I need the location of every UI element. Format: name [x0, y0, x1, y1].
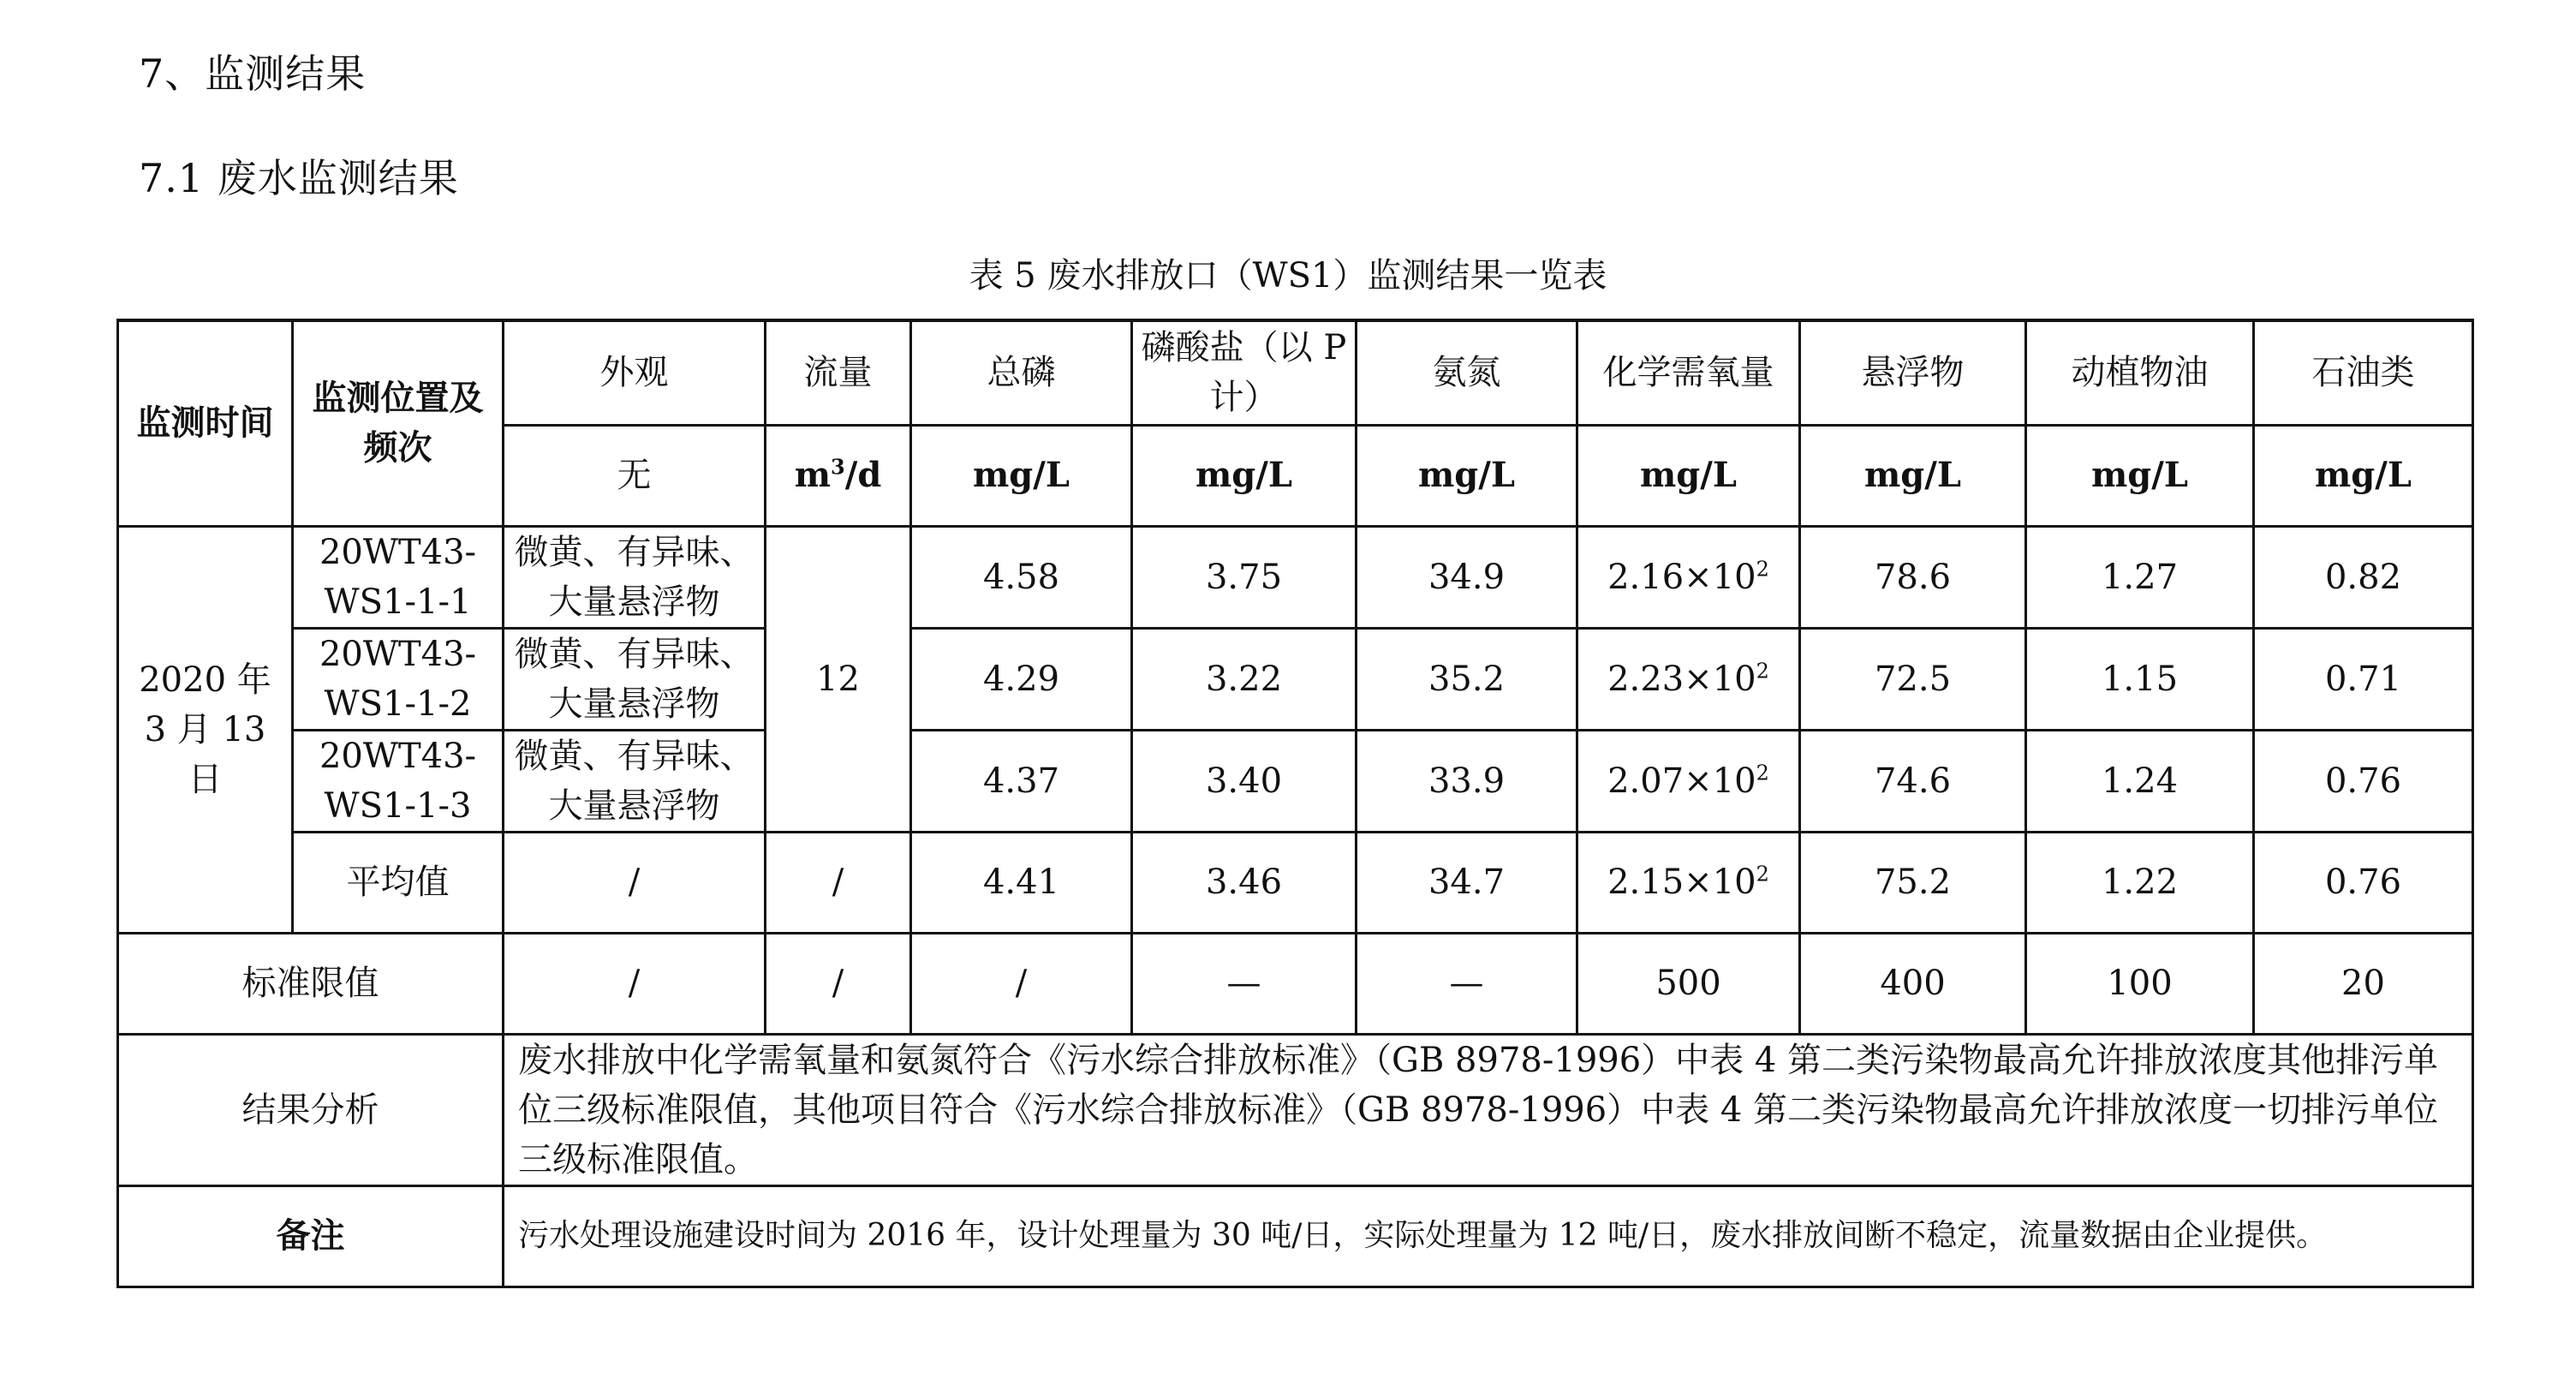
value-petroleum: 0.82 [2254, 526, 2473, 628]
sample-location: 20WT43-WS1-1-3 [293, 730, 504, 832]
average-cod: $2.15\times 10^2$ [1577, 832, 1800, 933]
unit-ss: mg/L [1800, 425, 2026, 526]
standard-appearance: / [504, 933, 766, 1034]
value-phosphate: 3.22 [1132, 628, 1357, 730]
standard-petroleum: 20 [2254, 933, 2473, 1034]
unit-phosphate: mg/L [1132, 425, 1357, 526]
header-total-p: 总磷 [911, 320, 1132, 425]
value-petroleum: 0.71 [2254, 628, 2473, 730]
standard-ss: 400 [1800, 933, 2026, 1034]
sample-appearance: 微黄、有异味、大量悬浮物 [504, 526, 766, 628]
sample-appearance: 微黄、有异味、大量悬浮物 [504, 628, 766, 730]
header-ammonia: 氨氮 [1357, 320, 1577, 425]
average-appearance: / [504, 832, 766, 933]
value-ammonia: 33.9 [1357, 730, 1577, 832]
value-total-p: 4.37 [911, 730, 1132, 832]
sample-location: 20WT43-WS1-1-1 [293, 526, 504, 628]
remark-text: 污水处理设施建设时间为 2016 年，设计处理量为 30 吨/日，实际处理量为 12 吨/日，废水排放间断不稳定，流量数据由企业提供。 [504, 1185, 2473, 1287]
standard-flow: / [766, 933, 911, 1034]
header-flow: 流量 [766, 320, 911, 425]
unit-appearance: 无 [504, 425, 766, 526]
standard-label: 标准限值 [118, 933, 504, 1034]
value-cod: $2.07\times 10^2$ [1577, 730, 1800, 832]
value-petroleum: 0.76 [2254, 730, 2473, 832]
value-ammonia: 34.9 [1357, 526, 1577, 628]
header-animal-oil: 动植物油 [2026, 320, 2254, 425]
analysis-text: 废水排放中化学需氧量和氨氮符合《污水综合排放标准》（GB 8978-1996）中表 4 第二类污染物最高允许排放浓度其他排污单位三级标准限值，其他项目符合《污水综合排放标准》（GB 8978-1996）中表 4 第二类污染物最高允许排放浓度一切排污单位三级标准限值。 [504, 1034, 2473, 1185]
unit-animal-oil: mg/L [2026, 425, 2254, 526]
sample-location: 20WT43-WS1-1-2 [293, 628, 504, 730]
unit-total-p: mg/L [911, 425, 1132, 526]
header-time: 监测时间 [118, 320, 293, 526]
header-location: 监测位置及频次 [293, 320, 504, 526]
average-petroleum: 0.76 [2254, 832, 2473, 933]
header-phosphate: 磷酸盐（以 P 计） [1132, 320, 1357, 425]
header-cod: 化学需氧量 [1577, 320, 1800, 425]
average-label: 平均值 [293, 832, 504, 933]
value-ss: 74.6 [1800, 730, 2026, 832]
analysis-row [118, 1034, 2473, 1185]
standard-phosphate: — [1132, 933, 1357, 1034]
average-phosphate: 3.46 [1132, 832, 1357, 933]
standard-ammonia: — [1357, 933, 1577, 1034]
value-ss: 78.6 [1800, 526, 2026, 628]
header-appearance: 外观 [504, 320, 766, 425]
value-total-p: 4.29 [911, 628, 1132, 730]
value-phosphate: 3.75 [1132, 526, 1357, 628]
table-row [118, 730, 2473, 832]
table-caption: 表 5 废水排放口（WS1）监测结果一览表 [969, 256, 1607, 296]
unit-petroleum: mg/L [2254, 425, 2473, 526]
subsection-heading: 7.1 废水监测结果 [139, 155, 459, 201]
value-ss: 72.5 [1800, 628, 2026, 730]
average-total-p: 4.41 [911, 832, 1132, 933]
header-ss: 悬浮物 [1800, 320, 2026, 425]
value-ammonia: 35.2 [1357, 628, 1577, 730]
table-row [118, 628, 2473, 730]
flow-value: 12 [766, 526, 911, 832]
value-cod: $2.23\times 10^2$ [1577, 628, 1800, 730]
unit-cod: mg/L [1577, 425, 1800, 526]
average-ss: 75.2 [1800, 832, 2026, 933]
analysis-label: 结果分析 [118, 1034, 504, 1185]
standard-animal-oil: 100 [2026, 933, 2254, 1034]
average-row [118, 832, 2473, 933]
value-cod: $2.16\times 10^2$ [1577, 526, 1800, 628]
standard-total-p: / [911, 933, 1132, 1034]
remark-row [118, 1185, 2473, 1287]
table-row [118, 526, 2473, 628]
value-animal-oil: 1.15 [2026, 628, 2254, 730]
monitoring-date: 2020 年 3 月 13 日 [118, 526, 293, 933]
value-total-p: 4.58 [911, 526, 1132, 628]
header-row [118, 320, 2473, 425]
unit-ammonia: mg/L [1357, 425, 1577, 526]
sample-appearance: 微黄、有异味、大量悬浮物 [504, 730, 766, 832]
value-phosphate: 3.40 [1132, 730, 1357, 832]
remark-label: 备注 [118, 1185, 504, 1287]
value-animal-oil: 1.24 [2026, 730, 2254, 832]
standard-row [118, 933, 2473, 1034]
average-flow: / [766, 832, 911, 933]
average-animal-oil: 1.22 [2026, 832, 2254, 933]
monitoring-results-table [116, 319, 2474, 1288]
header-petroleum: 石油类 [2254, 320, 2473, 425]
section-heading: 7、监测结果 [139, 51, 367, 97]
unit-flow: $m^3/d$ [766, 425, 911, 526]
standard-cod: 500 [1577, 933, 1800, 1034]
average-ammonia: 34.7 [1357, 832, 1577, 933]
value-animal-oil: 1.27 [2026, 526, 2254, 628]
